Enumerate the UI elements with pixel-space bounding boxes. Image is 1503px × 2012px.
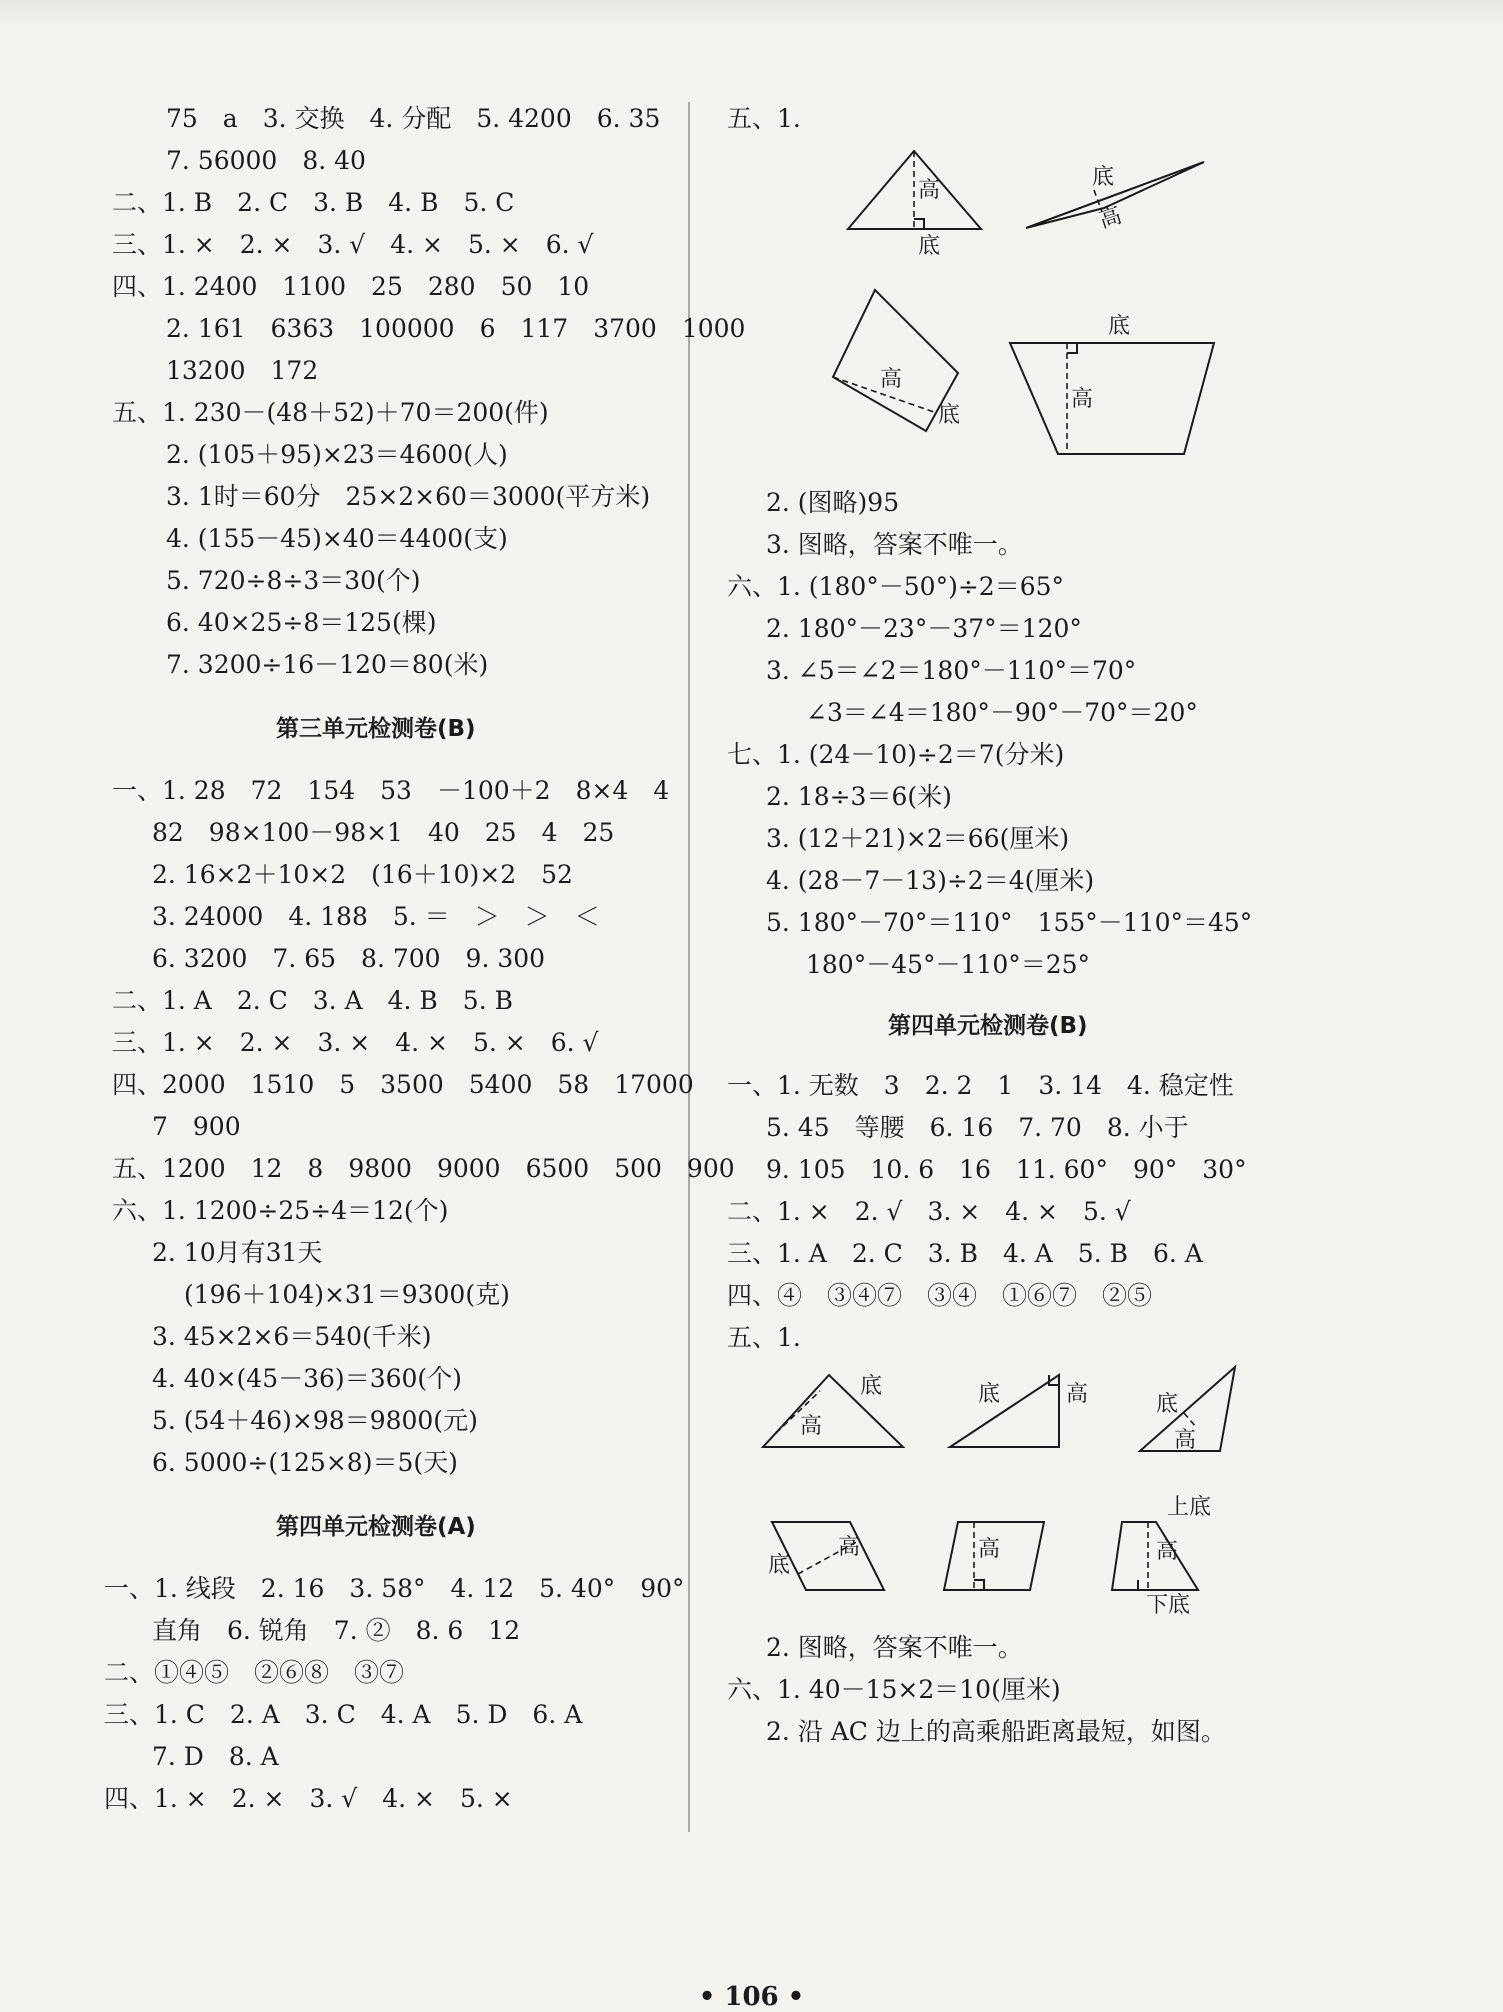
label-lower-base: 下底 — [1146, 1593, 1191, 1618]
answer-line: 七、1. (24－10)÷2＝7(分米) — [727, 740, 1065, 769]
answer-line: 一、1. 线段 2. 16 3. 58° 4. 12 5. 40° 90° — [104, 1574, 685, 1603]
answer-line: 4. (155－45)×40＝4400(支) — [166, 524, 508, 553]
answer-line: 2. 沿 AC 边上的高乘船距离最短，如图。 — [766, 1717, 1226, 1746]
label-upper-base: 上底 — [1167, 1495, 1212, 1520]
answer-line: 3. 图略，答案不唯一。 — [766, 530, 1023, 559]
answer-line: 5. (54＋46)×98＝9800(元) — [152, 1406, 478, 1435]
answer-line: 3. 45×2×6＝540(千米) — [152, 1322, 432, 1351]
label-base: 底 — [1156, 1392, 1179, 1417]
section-title: 第四单元检测卷(A) — [276, 1514, 476, 1540]
answer-line: ∠3＝∠4＝180°－90°－70°＝20° — [806, 698, 1198, 727]
answer-line: 3. (12＋21)×2＝66(厘米) — [766, 824, 1070, 853]
label-height: 高 — [880, 367, 903, 392]
answer-line: 五、1200 12 8 9800 9000 6500 500 900 — [112, 1154, 735, 1183]
label-height: 高 — [838, 1535, 861, 1560]
label-base: 底 — [1108, 314, 1131, 339]
trapezoid-shape — [1010, 343, 1214, 454]
label-base: 底 — [768, 1553, 791, 1578]
answer-line: 2. 18÷3＝6(米) — [766, 782, 952, 811]
label-base: 底 — [1092, 165, 1115, 190]
answer-line: 2. (105＋95)×23＝4600(人) — [166, 440, 508, 469]
answer-line: 2. (图略)95 — [766, 488, 900, 517]
answer-line: 3. 24000 4. 188 5. ＝ ＞ ＞ ＜ — [152, 902, 600, 931]
answer-line: (196＋104)×31＝9300(克) — [184, 1280, 510, 1309]
answer-line: 180°－45°－110°＝25° — [806, 950, 1091, 979]
label-base: 底 — [978, 1382, 1001, 1407]
answer-line: 2. 161 6363 100000 6 117 3700 1000 — [166, 314, 746, 343]
label-height: 高 — [1071, 387, 1094, 412]
answer-line: 5. 180°－70°＝110° 155°－110°＝45° — [766, 908, 1253, 937]
answer-line: 六、1. (180°－50°)÷2＝65° — [727, 572, 1064, 601]
right-angle-mark — [914, 219, 924, 229]
height-line — [1184, 1413, 1196, 1427]
figure-quadrilaterals-bottom — [760, 1494, 1260, 1618]
answer-line: 六、1. 1200÷25÷4＝12(个) — [112, 1196, 449, 1225]
answer-line: 7 900 — [152, 1112, 241, 1141]
answer-line: 三、1. × 2. × 3. √ 4. × 5. × 6. √ — [112, 230, 594, 259]
trapezoid-shape — [1112, 1522, 1198, 1590]
answer-line: 3. ∠5＝∠2＝180°－110°＝70° — [766, 656, 1137, 685]
answer-line: 直角 6. 锐角 7. ② 8. 6 12 — [152, 1616, 521, 1645]
answer-line: 四、2000 1510 5 3500 5400 58 17000 — [112, 1070, 694, 1099]
right-triangle-shape — [950, 1375, 1059, 1447]
section-title: 第三单元检测卷(B) — [276, 716, 476, 742]
answer-line: 2. 10月有31天 — [152, 1238, 323, 1267]
answer-line: 五、1. — [727, 104, 801, 133]
answer-line: 82 98×100－98×1 40 25 4 25 — [152, 818, 615, 847]
answer-line: 6. 40×25÷8＝125(棵) — [166, 608, 437, 637]
label-height: 高 — [978, 1537, 1001, 1562]
answer-line: 2. 图略，答案不唯一。 — [766, 1633, 1023, 1662]
answer-line: 9. 105 10. 6 16 11. 60° 90° 30° — [766, 1155, 1247, 1184]
answer-line: 六、1. 40－15×2＝10(厘米) — [727, 1675, 1061, 1704]
answer-line: 一、1. 28 72 154 53 －100＋2 8×4 4 — [112, 776, 670, 805]
label-height: 高 — [918, 178, 941, 203]
label-height: 高 — [1066, 1382, 1089, 1407]
answer-line: 4. (28－7－13)÷2＝4(厘米) — [766, 866, 1095, 895]
answer-line: 5. 720÷8÷3＝30(个) — [166, 566, 421, 595]
answer-line: 7. 56000 8. 40 — [166, 146, 366, 175]
figure-triangles-bottom — [760, 1363, 1250, 1463]
section-title: 第四单元检测卷(B) — [888, 1013, 1088, 1039]
label-height: 高 — [1096, 203, 1125, 234]
figure-triangles-top — [840, 140, 1220, 270]
label-height: 高 — [1174, 1428, 1197, 1453]
right-angle-mark — [1067, 343, 1077, 353]
answer-line: 四、1. 2400 1100 25 280 50 10 — [112, 272, 590, 301]
answer-line: 二、①④⑤ ②⑥⑧ ③⑦ — [104, 1658, 405, 1687]
answer-line: 6. 5000÷(125×8)＝5(天) — [152, 1448, 458, 1477]
answer-line: 13200 172 — [166, 356, 319, 385]
answer-line: 二、1. A 2. C 3. A 4. B 5. B — [112, 986, 513, 1015]
answer-line: 五、1. — [727, 1323, 801, 1352]
answer-line: 7. 3200÷16－120＝80(米) — [166, 650, 489, 679]
column-divider — [688, 102, 690, 1832]
answer-line: 四、1. × 2. × 3. √ 4. × 5. × — [104, 1784, 513, 1813]
answer-line: 5. 45 等腰 6. 16 7. 70 8. 小于 — [766, 1113, 1189, 1142]
label-base: 底 — [938, 403, 961, 428]
answer-line: 6. 3200 7. 65 8. 700 9. 300 — [152, 944, 546, 973]
label-base: 底 — [918, 234, 941, 259]
answer-line: 二、1. × 2. √ 3. × 4. × 5. √ — [727, 1197, 1131, 1226]
answer-line: 7. D 8. A — [152, 1742, 279, 1771]
answer-line: 75 a 3. 交换 4. 分配 5. 4200 6. 35 — [166, 104, 661, 133]
answer-line: 2. 180°－23°－37°＝120° — [766, 614, 1082, 643]
answer-line: 4. 40×(45－36)＝360(个) — [152, 1364, 462, 1393]
answer-line: 三、1. × 2. × 3. × 4. × 5. × 6. √ — [112, 1028, 599, 1057]
figure-quadrilaterals-top — [830, 288, 1230, 458]
answer-line: 3. 1时＝60分 25×2×60＝3000(平方米) — [166, 482, 651, 511]
label-base: 底 — [860, 1374, 883, 1399]
answer-line: 四、④ ③④⑦ ③④ ①⑥⑦ ②⑤ — [727, 1281, 1153, 1310]
answer-line: 五、1. 230－(48＋52)＋70＝200(件) — [112, 398, 549, 427]
answer-line: 一、1. 无数 3 2. 2 1 3. 14 4. 稳定性 — [727, 1071, 1234, 1100]
answer-line: 2. 16×2＋10×2 (16＋10)×2 52 — [152, 860, 573, 889]
page-number: • 106 • — [698, 1982, 805, 2012]
label-height: 高 — [800, 1414, 823, 1439]
answer-line: 三、1. A 2. C 3. B 4. A 5. B 6. A — [727, 1239, 1203, 1268]
label-height: 高 — [1156, 1539, 1179, 1564]
right-angle-mark — [974, 1580, 984, 1590]
answer-line: 二、1. B 2. C 3. B 4. B 5. C — [112, 188, 515, 217]
page-edge — [0, 0, 1503, 26]
answer-line: 三、1. C 2. A 3. C 4. A 5. D 6. A — [104, 1700, 583, 1729]
